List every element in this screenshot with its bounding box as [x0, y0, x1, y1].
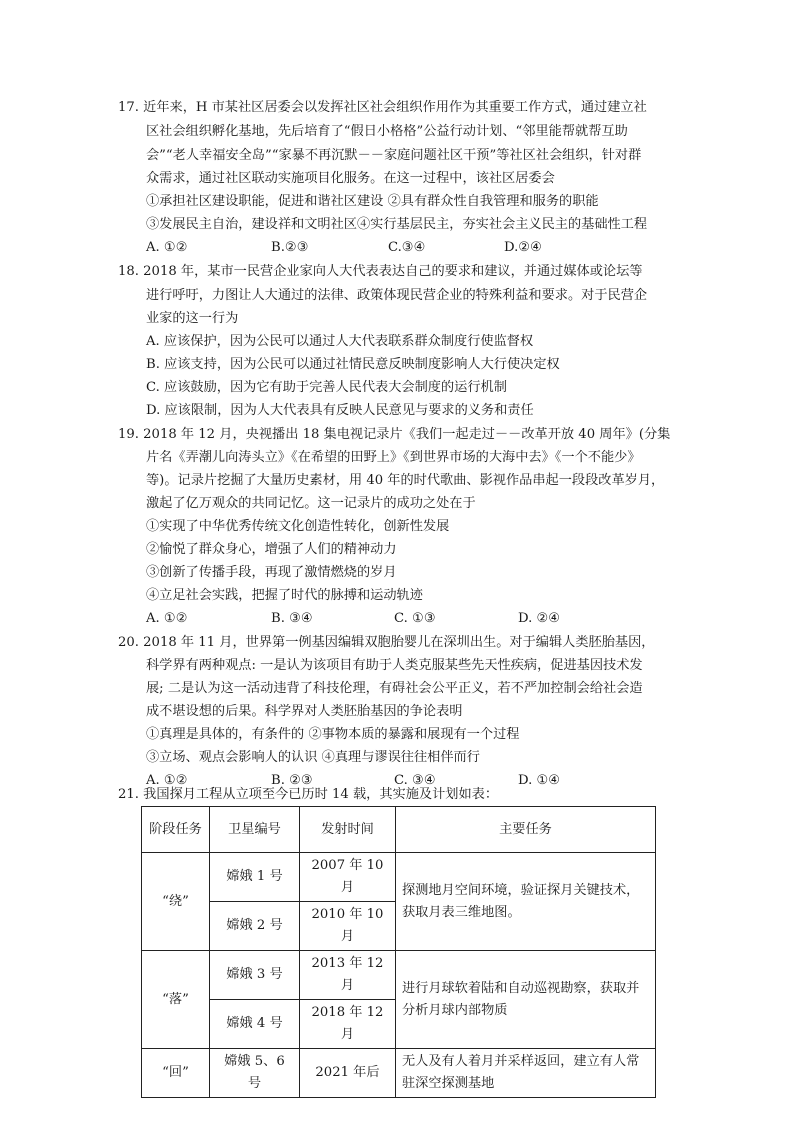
q19-line-6: ②愉悦了群众身心，增强了人们的精神动力 [146, 542, 397, 557]
q20-line-6: ③立场、观点会影响人的认识 ④真理与谬误往往相伴而行 [146, 750, 480, 765]
launch-time-cell: 2021 年后 [300, 1049, 396, 1098]
table-row [142, 951, 656, 1000]
q19-line-3: 等)。记录片挖掘了大量历史素材，用 40 年的时代歌曲、影视作品串起一段段改革岁月， [146, 473, 665, 488]
q17-line-4: 众需求，通过社区联动实施项目化服务。在这一过程中，该社区居委会 [146, 171, 555, 186]
q20-line-1: 20. 2018 年 11 月，世界第一例基因编辑双胞胎婴儿在深圳出生。对于编辑人类胚胎基因， [118, 635, 655, 650]
q17-line-1: 17. 近年来，H 市某社区居委会以发挥社区社会组织作用作为其重要工作方式，通过建立社 [118, 100, 647, 115]
q19-option-b[interactable]: B. ③④ [271, 611, 313, 626]
q19-line-1: 19. 2018 年 12 月，央视播出 18 集电视记录片《我们一起走过－－改革开放 40 周年》(分集 [118, 427, 671, 442]
q18-option-b[interactable]: B. 应该支持，因为公民可以通过社情民意反映制度影响人大行使决定权 [146, 357, 560, 372]
q17-line-3: 会”“老人幸福安全岛”“家暴不再沉默－－家庭问题社区干预”等社区社会组织，针对群 [146, 148, 642, 163]
q18-line-1: 18. 2018 年，某市一民营企业家向人大代表表达自己的要求和建议，并通过媒体或论坛等 [118, 264, 643, 279]
satellite-cell: 嫦娥 2 号 [210, 902, 300, 951]
launch-time-cell: 2007 年 10 月 [300, 853, 396, 902]
table-row [142, 1049, 656, 1098]
launch-time-cell: 2010 年 10 月 [300, 902, 396, 951]
q18-option-c[interactable]: C. 应该鼓励，因为它有助于完善人民代表大会制度的运行机制 [146, 380, 507, 395]
header-stage: 阶段任务 [142, 807, 210, 853]
q20-option-c[interactable]: C. ③④ [394, 773, 436, 788]
q20-line-5: ①真理是具体的，有条件的 ②事物本质的暴露和展现有一个过程 [146, 727, 520, 742]
q17-line-6: ③发展民主自治，建设祥和文明社区④实行基层民主，夯实社会主义民主的基础性工程 [146, 217, 648, 232]
q20-line-4: 成不堪设想的后果。科学界对人类胚胎基因的争论表明 [146, 704, 463, 719]
header-satellite: 卫星编号 [210, 807, 300, 853]
q20-option-a[interactable]: A. ①② [146, 773, 188, 788]
q19-line-8: ④立足社会实践，把握了时代的脉搏和运动轨迹 [146, 588, 423, 603]
q20-option-b[interactable]: B. ②③ [271, 773, 313, 788]
q19-line-7: ③创新了传播手段，再现了激情燃烧的岁月 [146, 565, 397, 580]
q20-option-d[interactable]: D. ①④ [518, 773, 561, 788]
q19-line-2: 片名《弄潮儿向涛头立》《在希望的田野上》《到世界市场的大海中去》《一个不能少》 [146, 450, 641, 465]
q19-line-5: ①实现了中华优秀传统文化创造性转化，创新性发展 [146, 519, 450, 534]
table-header-row [142, 807, 656, 853]
q18-option-a[interactable]: A. 应该保护，因为公民可以通过人大代表联系群众制度行使监督权 [146, 334, 534, 349]
satellite-cell: 嫦娥 3 号 [210, 951, 300, 1000]
q17-option-b[interactable]: B.②③ [271, 240, 309, 255]
q19-option-a[interactable]: A. ①② [146, 611, 188, 626]
task-cell: 进行月球软着陆和自动巡视勘察，获取并分析月球内部物质 [396, 951, 656, 1049]
stage-cell: “回” [142, 1049, 210, 1098]
stage-cell: “绕” [142, 853, 210, 951]
satellite-cell: 嫦娥 5、6 号 [210, 1049, 300, 1098]
launch-time-cell: 2018 年 12 月 [300, 1000, 396, 1049]
q17-line-5: ①承担社区建设职能，促进和谐社区建设 ②具有群众性自我管理和服务的职能 [146, 194, 599, 209]
q18-line-3: 业家的这一行为 [146, 311, 239, 326]
q17-line-2: 区社会组织孵化基地，先后培育了“假日小格格”公益行动计划、“邻里能帮就帮互助 [146, 124, 628, 139]
q20-line-3: 展; 二是认为这一活动违背了科技伦理，有碍社会公平正义，若不严加控制会给社会造 [146, 681, 643, 696]
q19-option-d[interactable]: D. ②④ [518, 611, 561, 626]
q20-line-2: 科学界有两种观点: 一是认为该项目有助于人类克服某些先天性疾病，促进基因技术发 [146, 658, 643, 673]
q19-option-c[interactable]: C. ①③ [394, 611, 436, 626]
header-launch-time: 发射时间 [300, 807, 396, 853]
q19-line-4: 激起了亿万观众的共同记忆。这一记录片的成功之处在于 [146, 496, 476, 511]
stage-cell: “落” [142, 951, 210, 1049]
launch-time-cell: 2013 年 12 月 [300, 951, 396, 1000]
q17-option-d[interactable]: D.②④ [504, 240, 542, 255]
table-row [142, 853, 656, 902]
header-main-task: 主要任务 [396, 807, 656, 853]
satellite-cell: 嫦娥 1 号 [210, 853, 300, 902]
q17-option-c[interactable]: C.③④ [388, 240, 426, 255]
q18-line-2: 进行呼吁，力图让人大通过的法律、政策体现民营企业的特殊利益和要求。对于民营企 [146, 288, 648, 303]
q17-option-a[interactable]: A. ①② [146, 240, 188, 255]
lunar-program-table [141, 806, 656, 1098]
satellite-cell: 嫦娥 4 号 [210, 1000, 300, 1049]
q21-intro: 21. 我国探月工程从立项至今已历时 14 载，其实施及计划如表： [118, 787, 499, 802]
task-cell: 无人及有人着月并采样返回，建立有人常驻深空探测基地 [396, 1049, 656, 1098]
q18-option-d[interactable]: D. 应该限制，因为人大代表具有反映人民意见与要求的义务和责任 [146, 403, 534, 418]
task-cell: 探测地月空间环境，验证探月关键技术，获取月表三维地图。 [396, 853, 656, 951]
